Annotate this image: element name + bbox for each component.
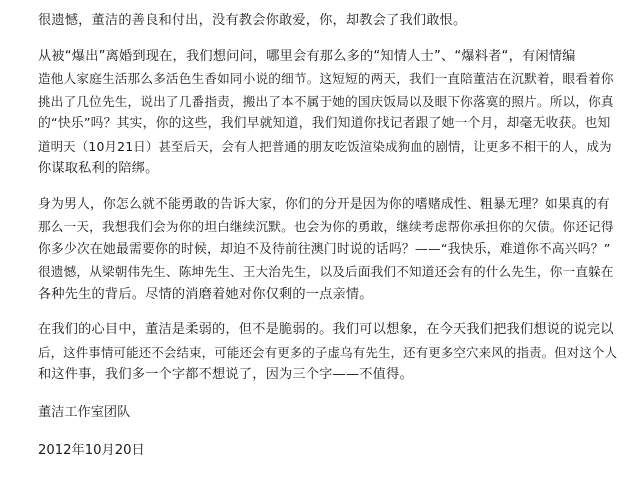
text-line: 你谋取私利的陪绑。	[38, 161, 159, 176]
text-line: 挑出了几位先生，说出了几番指责，搬出了本不属于她的国庆饭局以及眼下你落寞的照片。所以，你真	[38, 93, 614, 109]
date: 2012年10月20日	[38, 442, 145, 458]
text-line: 和这件事，我们多一个字都不想说了，因为三个字——不值得。	[38, 367, 413, 382]
text-line: 你多少次在她最需要你的时候，却迫不及待前往澳门时说的话吗？——“我快乐，难道你不高兴吗？”	[38, 241, 611, 257]
paragraph-3	[38, 194, 618, 307]
text-line: 很遗憾，从梁朝伟先生、陈坤先生、王大治先生，以及后面我们不知道还会有的什么先生，你一直躲在	[38, 264, 614, 279]
text-line: 在我们的心目中，董洁是柔弱的，但不是脆弱的。我们可以想象，在今天我们把我们想说的说完以	[38, 322, 614, 337]
text-line: 那么一天，我想我们会为你的坦白继续沉默。也会为你的勇敢，继续考虑帮你承担你的欠债。你还记得	[38, 219, 614, 234]
text-line: 很遗憾，董洁的善良和付出，没有教会你敢爱，你，却教会了我们敢恨。	[38, 13, 467, 28]
text-line: 道明天（10月21日）甚至后天，会有人把普通的朋友吃饭渲染成狗血的剧情，让更多不相干的人，成为	[38, 138, 612, 154]
text-line: 造他人家庭生活那么多活色生香如同小说的细节。这短短的两天，我们一直陪董洁在沉默着，眼看着你	[38, 71, 614, 86]
paragraph-2	[38, 46, 618, 181]
text-line: 各种先生的背后。尽情的消磨着她对你仅剩的一点亲情。	[38, 286, 373, 302]
signature: 董洁工作室团队	[38, 404, 131, 420]
text-line: 的“快乐”吗？其实，你的这些，我们早就知道，我们知道你找记者跟了她一个月，却毫无收获。也知	[38, 116, 611, 131]
paragraph-1	[38, 10, 618, 33]
text-line: 后，这件事情可能还不会结束，可能还会有更多的子虚乌有先生，还有更多空穴来风的指责。但对这个人	[38, 344, 618, 360]
paragraph-4	[38, 319, 618, 387]
text-line: 身为男人，你怎么就不能勇敢的告诉大家，你们的分开是因为你的嗜赌成性、粗暴无理？如果真的有	[38, 196, 610, 212]
text-line: 从被“爆出”离婚到现在，我们想问问，哪里会有那么多的“知情人士”、“爆料者“，有闲情编	[38, 48, 576, 64]
